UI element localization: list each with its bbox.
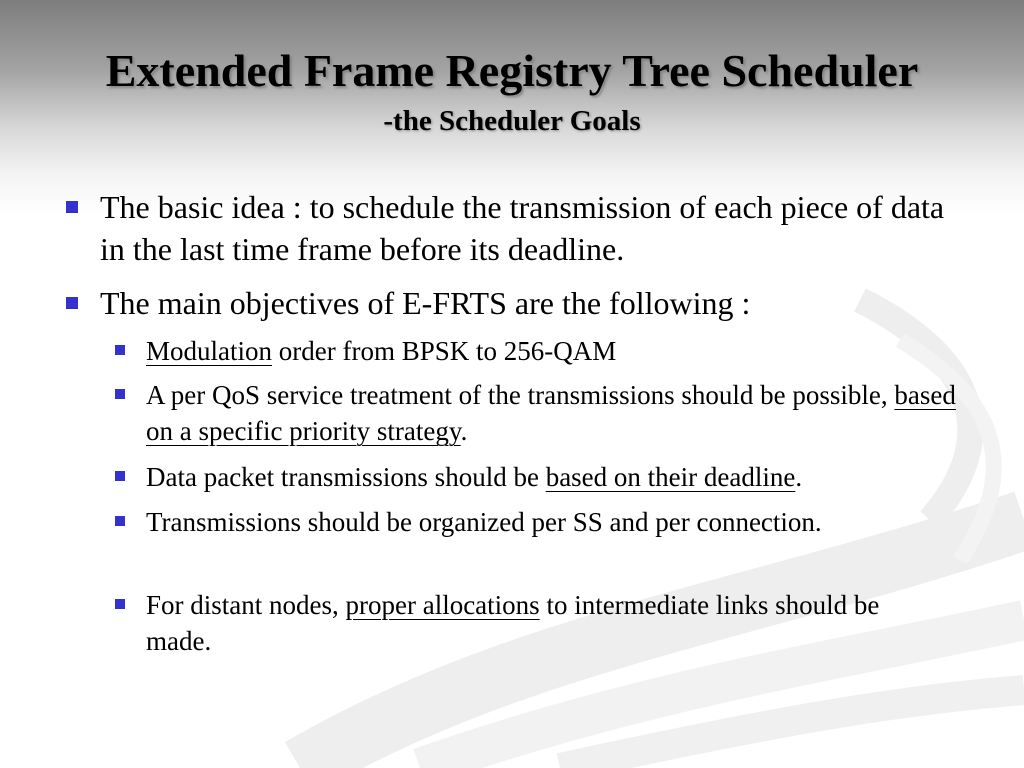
- sub-bullet-text: [146, 333, 986, 369]
- slide-subtitle: -the Scheduler Goals: [383, 105, 641, 137]
- sub-bullet-text: [146, 377, 986, 449]
- underlined-text: based on a specific priority strategy: [146, 380, 956, 446]
- bullet-text: The basic idea : to schedule the transmission of each piece of data in the last time frame before its deadline.: [100, 189, 945, 267]
- bullet-marker: [66, 201, 78, 213]
- text-run: .: [795, 462, 803, 492]
- bullet-marker: [115, 345, 125, 355]
- bullet-marker: [115, 599, 125, 609]
- text-run: For distant nodes,: [146, 590, 346, 620]
- underlined-text: proper allocations: [345, 590, 540, 620]
- text-run: to intermediate links should be made.: [146, 590, 880, 656]
- bullet-marker: [66, 297, 78, 309]
- underlined-text: based on their deadline: [545, 462, 796, 492]
- sub-bullet-text: Transmissions should be organized per SS and per connection.: [146, 507, 822, 537]
- bullet-marker: [115, 389, 125, 399]
- bullet-marker: [115, 516, 125, 526]
- bullet-text: The main objectives of E-FRTS are the following :: [100, 285, 751, 321]
- slide-title: Extended Frame Registry Tree Scheduler: [105, 45, 919, 96]
- text-run: A per QoS service treatment of the transmissions should be possible,: [146, 380, 895, 410]
- text-run: Data packet transmissions should be: [146, 462, 546, 492]
- text-run: .: [460, 416, 468, 446]
- sub-bullet-text: [146, 587, 946, 659]
- sub-bullet-text: [146, 459, 986, 495]
- text-run: order from BPSK to 256-QAM: [272, 336, 617, 366]
- title-block: [0, 44, 1024, 139]
- underlined-text: Modulation: [146, 336, 272, 366]
- bullet-marker: [115, 471, 125, 481]
